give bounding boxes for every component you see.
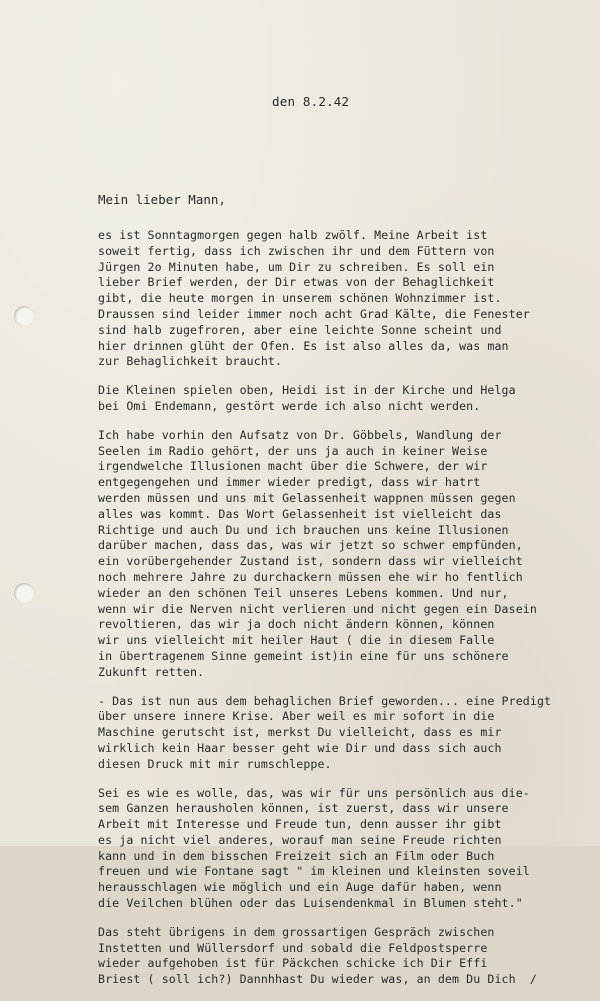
letter-line: Jürgen 2o Minuten habe, um Dir zu schreiben. Es soll ein [98, 259, 495, 274]
letter-paragraph [98, 428, 586, 681]
letter-line: Das steht übrigens in dem grossartigen Gespräch zwischen [98, 924, 495, 939]
letter-line: wirklich kein Haar besser geht wie Dir und dass sich auch [98, 740, 502, 755]
letter-line: Die Kleinen spielen oben, Heidi ist in der Kirche und Helga [98, 383, 516, 398]
letter-body [98, 228, 586, 1001]
letter-line: revoltieren, das wir ja doch nicht ändern können, können [98, 617, 495, 632]
letter-line: es ja nicht viel anderes, worauf man seine Freude richten [98, 832, 502, 847]
letter-salutation: Mein lieber Mann, [98, 192, 226, 207]
letter-line: ein vorübergehender Zustand ist, sondern dass wir vielleicht [98, 554, 523, 569]
letter-line: Ich habe vorhin den Aufsatz von Dr. Göbbels, Wandlung der [98, 427, 502, 442]
letter-line: Sei es wie es wolle, das, was wir für uns persönlich aus die- [98, 785, 530, 800]
letter-line: entgegengehen und immer wieder predigt, dass wir hatrt [98, 475, 481, 490]
letter-line: Zukunft retten. [98, 664, 205, 679]
letter-line: Briest ( soll ich?) Dannhhast Du wieder was, an dem Du Dich / [98, 972, 537, 987]
letter-line: sem Ganzen herausholen können, ist zuerst, dass wir unsere [98, 801, 509, 816]
letter-line: hier drinnen glüht der Ofen. Es ist also alles da, was man [98, 338, 509, 353]
letter-line: wir uns vielleicht mit heiler Haut ( die in diesem Falle [98, 633, 495, 648]
letter-line: sind halb zugefroren, aber eine leichte Sonne scheint und [98, 322, 502, 337]
letter-line: irgendwelche Illusionen macht über die Schwere, der wir [98, 459, 488, 474]
letter-line: werden müssen und uns mit Gelassenheit wappnen müssen gegen [98, 490, 516, 505]
punch-hole-lower [14, 583, 34, 603]
letter-line: Maschine gerutscht ist, merkst Du vielleicht, dass es mir [98, 725, 502, 740]
letter-line: darüber machen, dass das, was wir jetzt so schwer empfünden, [98, 538, 523, 553]
letter-line: gibt, die heute morgen in unserem schönen Wohnzimmer ist. [98, 291, 502, 306]
letter-date: den 8.2.42 [272, 94, 350, 109]
letter-line: herausschlagen wie möglich und ein Auge dafür haben, wenn [98, 880, 502, 895]
letter-line: es ist Sonntagmorgen gegen halb zwölf. Meine Arbeit ist [98, 228, 488, 242]
letter-line: alles was kommt. Das Wort Gelassenheit ist vielleicht das [98, 506, 502, 521]
letter-line: bei Omi Endemann, gestört werde ich also nicht werden. [98, 398, 481, 413]
letter-line: lieber Brief werden, der Dir etwas von der Behaglichkeit [98, 275, 495, 290]
letter-line: diesen Druck mit mir rumschleppe. [98, 756, 332, 771]
punch-hole-upper [14, 306, 34, 326]
letter-line: soweit fertig, dass ich zwischen ihr und dem Füttern von [98, 243, 495, 258]
letter-line: über unsere innere Krise. Aber weil es mir sofort in die [98, 709, 495, 724]
letter-line: - Das ist nun aus dem behaglichen Brief geworden... eine Predigt [98, 693, 552, 708]
letter-line: wenn wir die Nerven nicht verlieren und nicht gegen ein Dasein [98, 601, 537, 616]
letter-line: in übertragenem Sinne gemeint ist)in eine für uns schönere [98, 648, 509, 663]
letter-line: Arbeit mit Interesse und Freude tun, denn ausser ihr gibt [98, 817, 502, 832]
letter-line: wieder an den schönen Teil unseres Lebens kommen. Und nur, [98, 585, 509, 600]
letter-line: Seelen im Radio gehört, der uns ja auch in keiner Weise [98, 443, 488, 458]
letter-line: Richtige und auch Du und ich brauchen uns keine Illusionen [98, 522, 509, 537]
letter-paragraph [98, 694, 586, 773]
letter-line: Instetten und Wüllersdorf und sobald die Feldpostsperre [98, 940, 488, 955]
letter-paragraph [98, 925, 586, 988]
letter-line: zur Behaglichkeit braucht. [98, 354, 283, 369]
letter-line: freuen und wie Fontane sagt " im kleinen und kleinsten soveil [98, 864, 530, 879]
letter-line: wieder aufgehoben ist für Päckchen schicke ich Dir Effi [98, 956, 488, 971]
letter-line: noch mehrere Jahre zu durchackern müssen ehe wir ho fentlich [98, 569, 523, 584]
letter-line: die Veilchen blühen oder das Luisendenkmal in Blumen steht." [98, 896, 523, 911]
letter-paragraph [98, 228, 586, 370]
letter-line: kann und in dem bisschen Freizeit sich an Film oder Buch [98, 848, 495, 863]
letter-line: Draussen sind leider immer noch acht Grad Kälte, die Fenester [98, 306, 530, 321]
letter-paragraph [98, 383, 586, 415]
letter-paragraph [98, 786, 586, 912]
